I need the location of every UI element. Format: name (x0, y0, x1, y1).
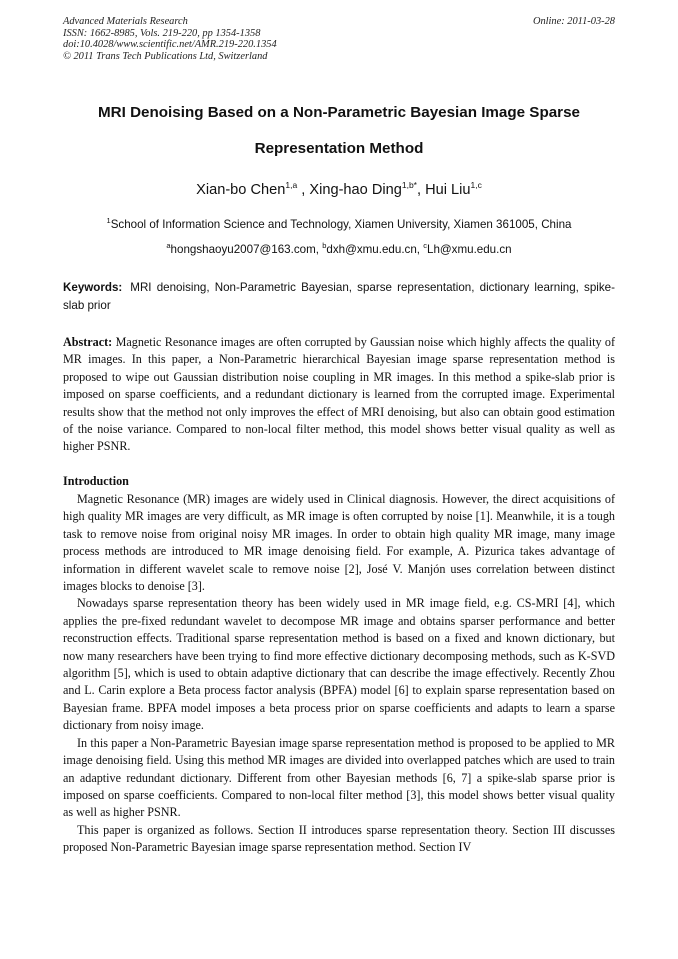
email-address: Lh@xmu.edu.cn (427, 242, 512, 256)
author-name: Xing-hao Ding (309, 181, 402, 198)
paragraph: Nowadays sparse representation theory has been widely used in MR image field, e.g. CS-MRI [4], which applies the pre-fixed redundant wavelet to decompose MR image and obtains sparser performance and better reconstruction effects. Traditional sparse representation method is based on a fixed and known dictionary, but now many researchers have been trying to find more effective dictionary decomposing methods, such as K-SVD algorithm [5], which is used to obtain adaptive dictionary that can describe the image effectively. Recently Zhou and L. Carin explore a Beta process factor analysis (BPFA) model [6] to explain sparse representation based on Bayesian frame. BPFA model imposes a beta process prior on sparse coefficients and adapts to learn a sparse dictionary from noisy image. (63, 596, 615, 733)
journal-header (63, 16, 277, 62)
keywords-text: MRI denoising, Non-Parametric Bayesian, sparse representation, dictionary learning, spike-slab prior (63, 281, 615, 312)
author-list (40, 180, 638, 198)
affiliation-mark: 1 (106, 216, 111, 225)
author-affil-mark: 1,b* (401, 180, 417, 190)
author-affil-mark: 1,a (285, 180, 298, 190)
abstract (63, 334, 615, 456)
author-name: Xian-bo Chen (196, 181, 286, 198)
keywords-label: Keywords: (63, 281, 123, 294)
paper-title-line-2: Representation Method (254, 140, 424, 157)
abstract-label: Abstract: (63, 335, 113, 349)
paragraph: In this paper a Non-Parametric Bayesian image sparse representation method is proposed to be applied to MR image denoising field. Using this method MR images are divided into overlapped patches which are used to train an adaptive redundant dictionary. Different from other Bayesian methods [6, 7] a spike-slab sparse prior is imposed on sparse coefficients. Compared to non-local filter method [3], this model shows better visual quality as well as higher PSNR. (63, 735, 615, 820)
journal-copyright: © 2011 Trans Tech Publications Ltd, Switzerland (63, 50, 268, 62)
introduction-body (63, 491, 615, 857)
author-sep: , (416, 181, 426, 198)
email-sep: , (416, 242, 424, 256)
author-sep: , (297, 181, 310, 198)
author-emails (40, 241, 638, 256)
affiliation-text: School of Information Science and Technology, Xiamen University, Xiamen 361005, China (110, 217, 572, 231)
author-name: Hui Liu (425, 181, 471, 198)
author-affil-mark: 1,c (470, 180, 482, 190)
paragraph: Magnetic Resonance (MR) images are widely used in Clinical diagnosis. However, the direct acquisitions of high quality MR images are very difficult, as MR image is often corrupted by noise [1]. Meanwhile, it is a tough task to remove noise from original noisy MR images. In order to obtain high quality MR image, many image process methods are introduced to MR image denoising field. For example, A. Pizurica takes advantage of information in different wavelet scale to remove noise [2], José V. Manjón uses correlation between distinct images blocks to denoise [3]. (63, 492, 615, 594)
journal-name: Advanced Materials Research (63, 16, 188, 27)
affiliation (40, 216, 638, 231)
journal-doi: doi:10.4028/www.scientific.net/AMR.219-220.1354 (63, 39, 277, 51)
journal-issn: ISSN: 1662-8985, Vols. 219-220, pp 1354-1358 (63, 27, 261, 39)
email-address: hongshaoyu2007@163.com (170, 242, 316, 256)
paragraph: This paper is organized as follows. Section II introduces sparse representation theory. Section III discusses proposed Non-Parametric Bayesian image sparse representation method. Section IV (63, 822, 615, 855)
email-sep: , (315, 242, 323, 256)
email-mark: b (322, 241, 327, 250)
email-mark: c (423, 241, 427, 250)
abstract-text: Magnetic Resonance images are often corrupted by Gaussian noise which highly affects the quality of MR images. In this paper, a Non-Parametric hierarchical Bayesian image sparse representation method is proposed to wipe out Gaussian distribution noise coupling in MR images. In this method a spike-slab prior is imposed on sparse coefficients, and a redundant dictionary is learned from the corrupted image. Experimental results show that the method not only improves the effect of MRI denoising, but also can obtain good estimation of the noise variance. Compared to non-local filter method, this model shows better visual quality as well as higher PSNR. (63, 335, 615, 454)
email-address: dxh@xmu.edu.cn (326, 242, 417, 256)
keywords (63, 279, 615, 314)
email-mark: a (166, 241, 171, 250)
online-date: Online: 2011-03-28 (532, 16, 615, 27)
section-heading-introduction: Introduction (63, 474, 129, 488)
paper-title-line-1: MRI Denoising Based on a Non-Parametric Bayesian Image Sparse (98, 104, 580, 121)
